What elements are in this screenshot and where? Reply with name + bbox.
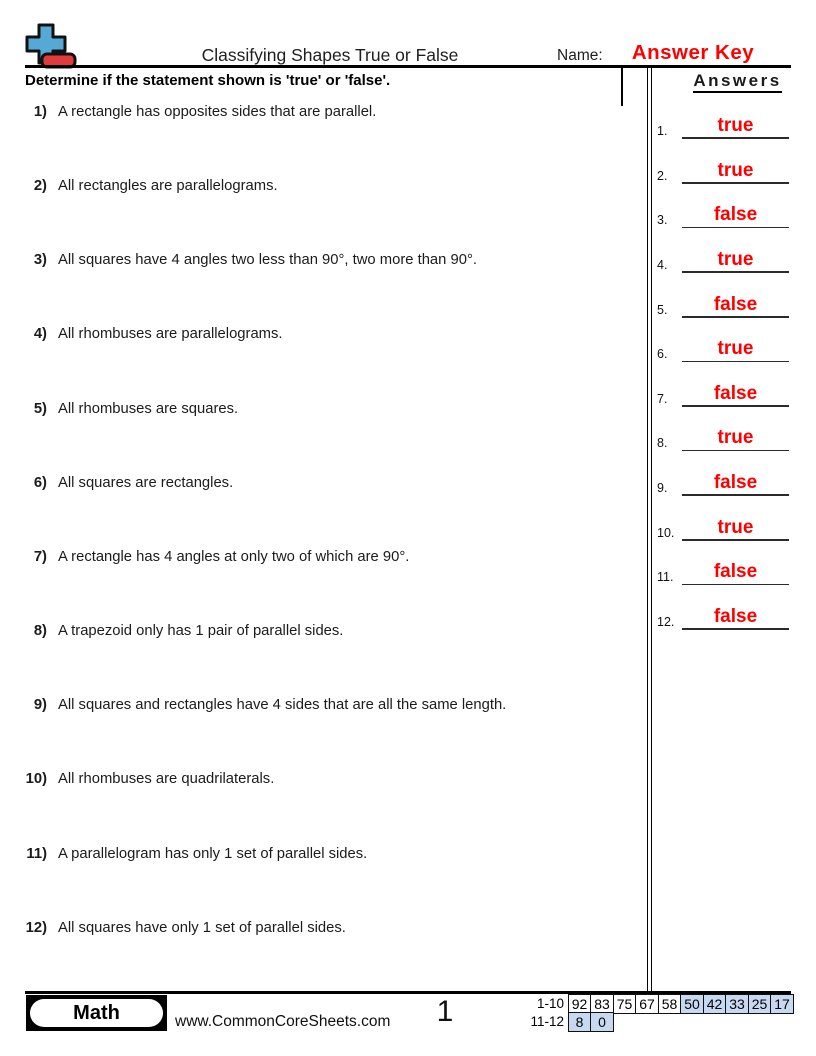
question-text: A trapezoid only has 1 pair of parallel sides. [58, 623, 344, 640]
question-text: A rectangle has 4 angles at only two of which are 90°. [58, 548, 410, 565]
question-number: 4) [33, 326, 47, 343]
answer-number: 2. [657, 168, 668, 183]
answer-number: 8. [657, 436, 668, 451]
question-row [20, 400, 620, 474]
answer-number: 4. [657, 257, 668, 272]
answers-column-title: Answers [670, 71, 805, 91]
answer-number: 1. [657, 124, 668, 139]
score-row [520, 1012, 794, 1032]
name-label: Name: [557, 47, 603, 64]
answer-value: false [713, 472, 758, 494]
question-row [20, 325, 620, 399]
answer-value: false [713, 605, 758, 627]
answer-number: 12. [657, 614, 675, 629]
question-row [20, 474, 620, 548]
question-text: All squares have 4 angles two less than 90°, two more than 90°. [58, 252, 477, 269]
question-text: All squares are rectangles. [58, 474, 234, 491]
answer-row [655, 228, 792, 273]
score-cell: 42 [703, 994, 727, 1014]
question-row [20, 919, 620, 993]
math-subject-badge [26, 995, 167, 1031]
score-cell: 0 [590, 1012, 614, 1032]
score-cell: 83 [590, 994, 614, 1014]
answer-value: false [713, 293, 758, 315]
header-rule [25, 65, 791, 68]
answer-number: 3. [657, 213, 668, 228]
answer-key-value: Answer Key [631, 41, 755, 64]
question-row [20, 622, 620, 696]
question-row [20, 696, 620, 770]
question-number: 2) [33, 178, 47, 195]
math-subject-pill [30, 999, 163, 1027]
question-text: All rhombuses are parallelograms. [58, 326, 283, 343]
answer-value: false [713, 204, 758, 226]
answer-value: true [717, 516, 754, 538]
question-text: All rectangles are parallelograms. [58, 178, 278, 195]
question-row [20, 770, 620, 844]
instruction-divider [621, 68, 623, 106]
subject-label: Math [73, 1001, 120, 1024]
answer-value: false [713, 561, 758, 583]
score-range-label: 1-10 [536, 996, 564, 1012]
question-number: 10) [25, 771, 47, 788]
score-cell: 67 [635, 994, 659, 1014]
score-cell: 33 [725, 994, 749, 1014]
score-range-label: 11-12 [530, 1014, 564, 1030]
page-number: 1 [436, 995, 454, 1028]
score-cell: 8 [568, 1012, 592, 1032]
question-number: 8) [33, 623, 47, 640]
question-row [20, 548, 620, 622]
question-row [20, 251, 620, 325]
question-number: 7) [33, 548, 47, 565]
answer-row [655, 318, 792, 363]
answer-number: 9. [657, 481, 668, 496]
question-text: All rhombuses are quadrilaterals. [58, 771, 275, 788]
question-text: All squares and rectangles have 4 sides that are all the same length. [58, 697, 507, 714]
score-cell: 75 [613, 994, 637, 1014]
question-text: All squares have only 1 set of parallel sides. [58, 919, 346, 936]
answer-value: true [717, 338, 754, 360]
question-row [20, 103, 620, 177]
answer-number: 11. [657, 570, 674, 585]
answer-row [655, 451, 792, 496]
answer-value: true [717, 159, 754, 181]
answer-value: true [717, 115, 754, 137]
answer-number: 10. [657, 525, 675, 540]
answer-row [655, 94, 792, 139]
question-number: 5) [33, 400, 47, 417]
question-text: A rectangle has opposites sides that are parallel. [58, 104, 377, 120]
question-number: 3) [33, 252, 47, 269]
answer-row [655, 184, 792, 229]
answer-blank-line [682, 628, 789, 630]
question-row [20, 177, 620, 251]
question-text: A parallelogram has only 1 set of parallel sides. [58, 845, 368, 862]
question-number: 6) [33, 474, 47, 491]
answer-number: 7. [657, 391, 668, 406]
question-number: 11) [26, 845, 47, 862]
instruction-text: Determine if the statement shown is 'true' or 'false'. [25, 72, 391, 89]
answer-row [655, 407, 792, 452]
website-url: www.CommonCoreSheets.com [175, 1013, 391, 1030]
answer-value: true [717, 248, 754, 270]
score-cell: 25 [748, 994, 772, 1014]
score-row [520, 994, 794, 1014]
answer-value: false [713, 382, 758, 404]
answer-row [655, 585, 792, 630]
answer-value: true [717, 427, 754, 449]
answer-row [655, 362, 792, 407]
answers-column-divider [647, 67, 652, 993]
answer-row [655, 139, 792, 184]
answer-row [655, 273, 792, 318]
score-cell: 58 [658, 994, 682, 1014]
score-cell: 17 [770, 994, 794, 1014]
answer-number: 5. [657, 302, 668, 317]
question-number: 9) [33, 697, 47, 714]
question-row [20, 845, 620, 919]
answer-row [655, 496, 792, 541]
plus-minus-logo-icon [22, 22, 80, 70]
worksheet-title: Classifying Shapes True or False [201, 45, 459, 65]
question-number: 12) [25, 919, 47, 936]
score-cell: 92 [568, 994, 592, 1014]
question-number: 1) [33, 104, 47, 120]
answer-number: 6. [657, 347, 668, 362]
answer-row [655, 541, 792, 586]
question-text: All rhombuses are squares. [58, 400, 239, 417]
score-table [520, 994, 794, 1032]
score-cell: 50 [680, 994, 704, 1014]
question-list [20, 103, 620, 993]
answer-list [655, 94, 792, 630]
